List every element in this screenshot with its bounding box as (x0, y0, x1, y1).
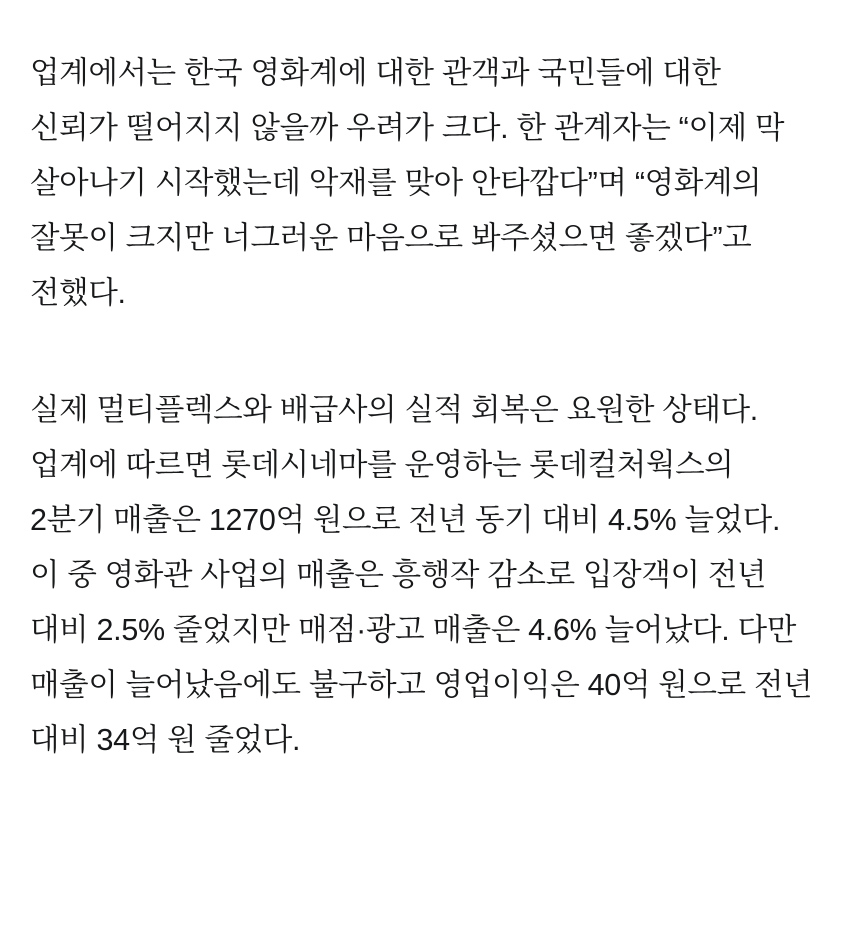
article-paragraph-2: 실제 멀티플렉스와 배급사의 실적 회복은 요원한 상태다. 업계에 따르면 롯데시네마를 운영하는 롯데컬처웍스의 2분기 매출은 1270억 원으로 전년 동기 대비 4.5% 늘었다. 이 중 영화관 사업의 매출은 흥행작 감소로 입장객이 전년 대비 2.5% 줄었지만 매점·광고 매출은 4.6% 늘어났다. 다만 매출이 늘어났음에도 불구하고 영업이익은 40억 원으로 전년 대비 34억 원 줄었다. (30, 393, 813, 757)
article-paragraph-1: 업계에서는 한국 영화계에 대한 관객과 국민들에 대한 신뢰가 떨어지지 않을까 우려가 크다. 한 관계자는 “이제 막 살아나기 시작했는데 악재를 맞아 안타깝다”며 “영화계의 잘못이 크지만 너그러운 마음으로 봐주셨으면 좋겠다”고 전했다. (30, 56, 785, 310)
